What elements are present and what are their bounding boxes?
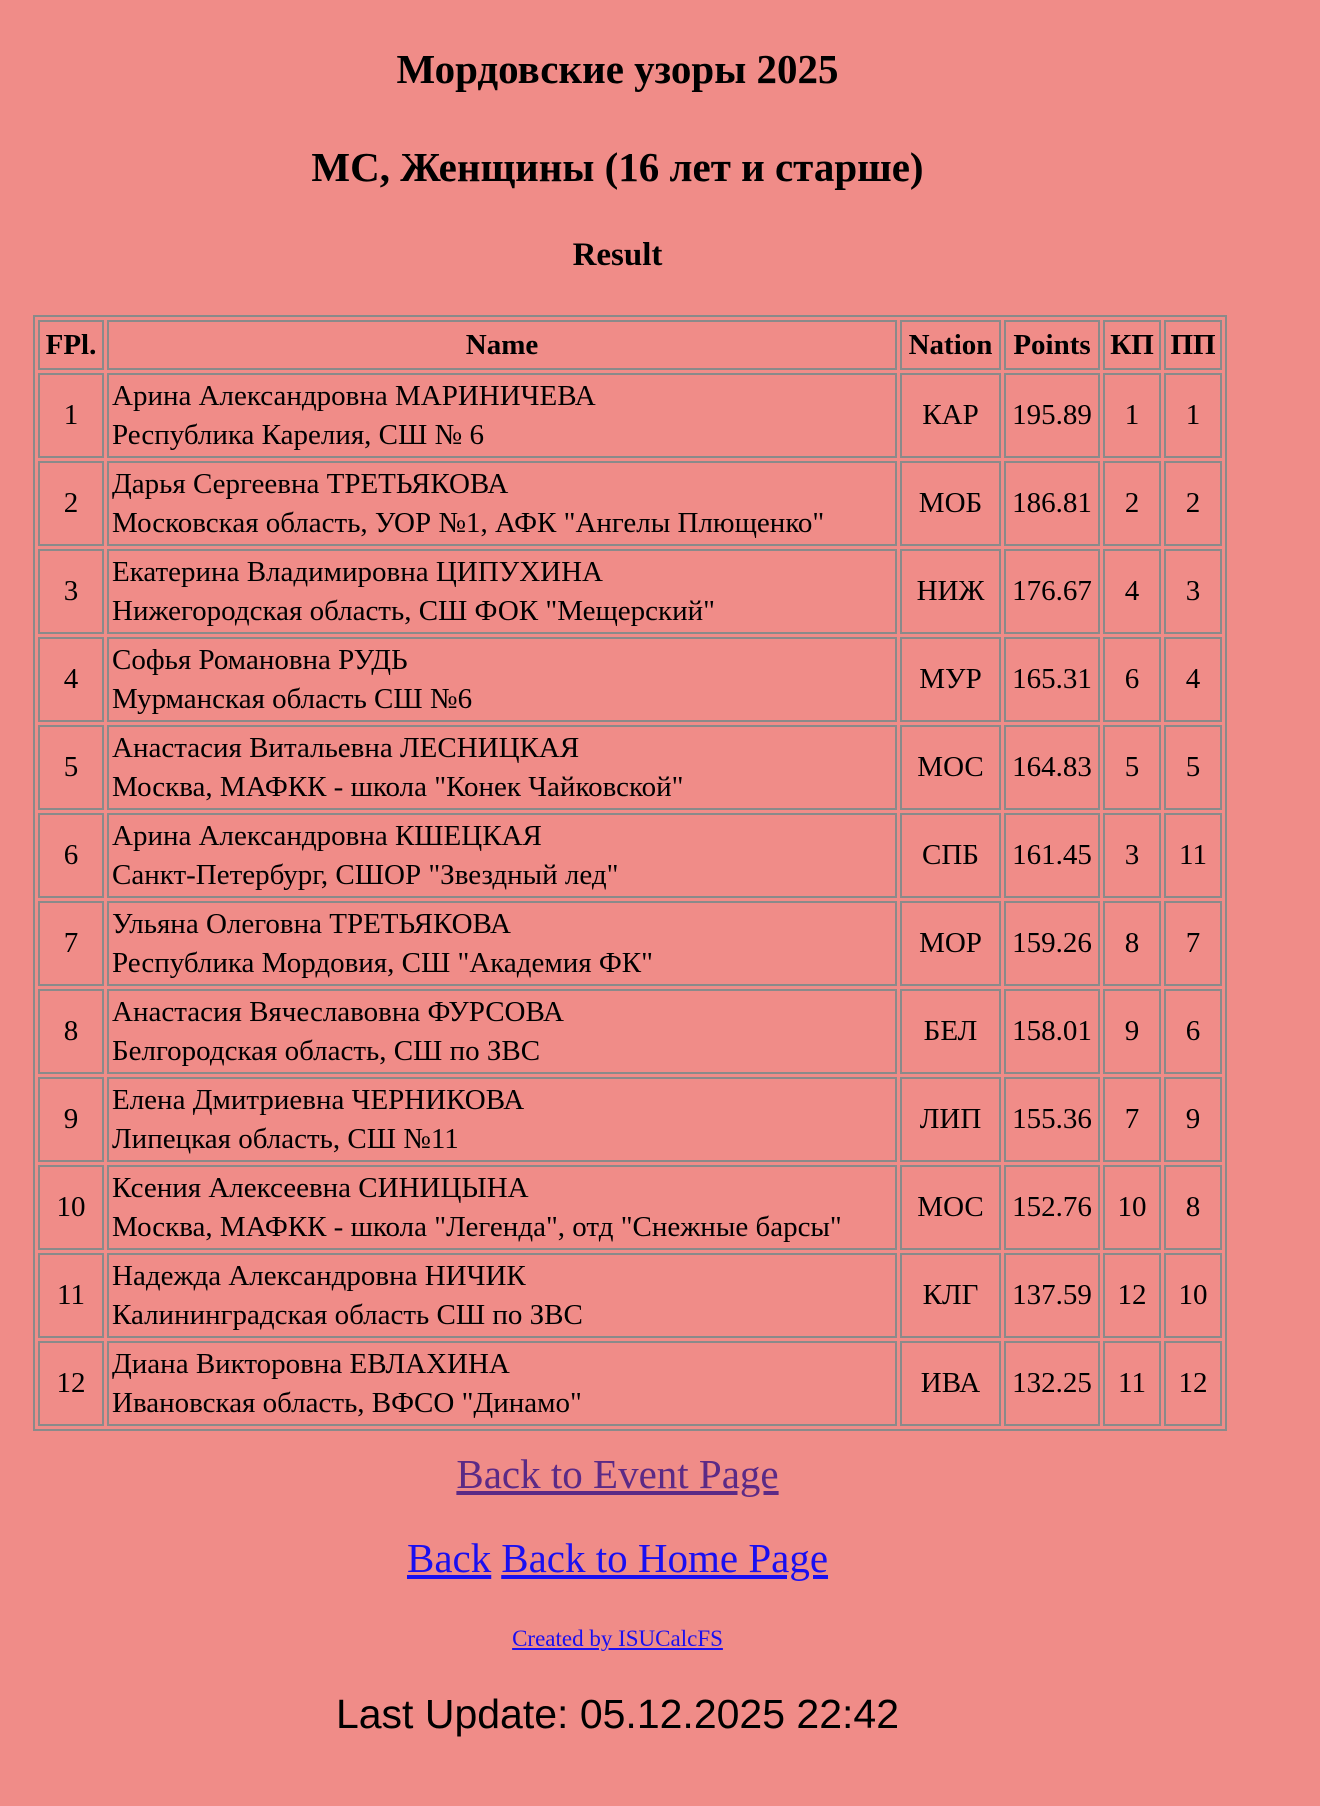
table-row [38,989,1222,1074]
category-title: МС, Женщины (16 лет и старше) [311,144,924,190]
short-program-place-cell: 1 [1103,373,1161,458]
skater-name: Анастасия Витальевна ЛЕСНИЦКАЯ [112,731,580,764]
skater-club: Липецкая область, СШ №11 [112,1122,459,1155]
credits-row [0,1624,1235,1654]
nation-cell: КЛГ [900,1253,1001,1338]
nation-cell: НИЖ [900,549,1001,634]
back-to-event-page-link[interactable]: Back to Event Page [456,1451,779,1497]
short-program-place-cell: 4 [1103,549,1161,634]
points-cell: 176.67 [1004,549,1100,634]
skater-cell [107,989,897,1074]
short-program-place-cell: 5 [1103,725,1161,810]
nation-cell: БЕЛ [900,989,1001,1074]
skater-club: Москва, МАФКК - школа "Конек Чайковской" [112,770,684,803]
free-program-place-cell: 8 [1164,1165,1222,1250]
skater-club: Калининградская область СШ по ЗВС [112,1298,583,1331]
skater-club: Республика Карелия, СШ № 6 [112,418,484,451]
short-program-place-cell: 10 [1103,1165,1161,1250]
nation-cell: МУР [900,637,1001,722]
place-cell: 5 [38,725,104,810]
table-row [38,813,1222,898]
points-cell: 186.81 [1004,461,1100,546]
nation-cell: ЛИП [900,1077,1001,1162]
skater-cell [107,901,897,986]
points-cell: 152.76 [1004,1165,1100,1250]
points-cell: 165.31 [1004,637,1100,722]
back-link[interactable]: Back [406,1535,492,1581]
skater-name: Елена Дмитриевна ЧЕРНИКОВА [112,1083,525,1116]
nation-cell: МОБ [900,461,1001,546]
skater-club: Мурманская область СШ №6 [112,682,473,715]
skater-name: Ульяна Олеговна ТРЕТЬЯКОВА [112,907,511,940]
place-cell: 12 [38,1341,104,1426]
skater-cell [107,813,897,898]
skater-club: Белгородская область, СШ по ЗВС [112,1034,541,1067]
points-cell: 158.01 [1004,989,1100,1074]
last-update: Last Update: 05.12.2025 22:42 [335,1691,900,1737]
nation-cell: МОС [900,725,1001,810]
skater-name: Софья Романовна РУДЬ [112,643,408,676]
points-cell: 161.45 [1004,813,1100,898]
points-cell: 164.83 [1004,725,1100,810]
free-program-place-cell: 12 [1164,1341,1222,1426]
place-cell: 9 [38,1077,104,1162]
column-header-fpl: FPl. [38,320,104,370]
short-program-place-cell: 12 [1103,1253,1161,1338]
skater-name: Ксения Алексеевна СИНИЦЫНА [112,1171,529,1204]
place-cell: 3 [38,549,104,634]
column-header-points: Points [1004,320,1100,370]
column-header-free-program: ПП [1164,320,1222,370]
points-cell: 195.89 [1004,373,1100,458]
skater-cell [107,1341,897,1426]
place-cell: 7 [38,901,104,986]
free-program-place-cell: 9 [1164,1077,1222,1162]
place-cell: 2 [38,461,104,546]
home-link-row [0,1533,1235,1583]
column-header-name: Name [107,320,897,370]
place-cell: 8 [38,989,104,1074]
skater-cell [107,1253,897,1338]
nation-cell: МОС [900,1165,1001,1250]
place-cell: 11 [38,1253,104,1338]
column-header-short-program: КП [1103,320,1161,370]
table-header-row [38,320,1222,370]
short-program-place-cell: 2 [1103,461,1161,546]
nation-cell: КАР [900,373,1001,458]
table-row [38,725,1222,810]
table-row [38,1253,1222,1338]
table-row [38,549,1222,634]
skater-club: Московская область, УОР №1, АФК "Ангелы Плющенко" [112,506,825,539]
nation-cell: СПБ [900,813,1001,898]
table-row [38,1341,1222,1426]
skater-name: Диана Викторовна ЕВЛАХИНА [112,1347,510,1380]
skater-cell [107,1165,897,1250]
skater-cell [107,725,897,810]
skater-name: Арина Александровна КШЕЦКАЯ [112,819,542,852]
place-cell: 10 [38,1165,104,1250]
skater-cell [107,373,897,458]
free-program-place-cell: 3 [1164,549,1222,634]
table-row [38,637,1222,722]
place-cell: 1 [38,373,104,458]
table-row [38,1165,1222,1250]
skater-name: Дарья Сергеевна ТРЕТЬЯКОВА [112,467,509,500]
skater-cell [107,461,897,546]
points-cell: 137.59 [1004,1253,1100,1338]
skater-name: Арина Александровна МАРИНИЧЕВА [112,379,596,412]
free-program-place-cell: 10 [1164,1253,1222,1338]
segment-title: Result [572,237,663,273]
free-program-place-cell: 4 [1164,637,1222,722]
skater-club: Москва, МАФКК - школа "Легенда", отд "Снежные барсы" [112,1210,842,1243]
short-program-place-cell: 11 [1103,1341,1161,1426]
skater-name: Екатерина Владимировна ЦИПУХИНА [112,555,603,588]
short-program-place-cell: 6 [1103,637,1161,722]
free-program-place-cell: 6 [1164,989,1222,1074]
skater-club: Республика Мордовия, СШ "Академия ФК" [112,946,653,979]
place-cell: 4 [38,637,104,722]
short-program-place-cell: 8 [1103,901,1161,986]
table-row [38,901,1222,986]
skater-club: Ивановская область, ВФСО "Динамо" [112,1386,582,1419]
place-cell: 6 [38,813,104,898]
results-table [33,315,1227,1431]
table-row [38,373,1222,458]
short-program-place-cell: 7 [1103,1077,1161,1162]
created-by-link[interactable]: Created by ISUCalcFS [512,1626,723,1651]
event-link-row [0,1449,1235,1499]
free-program-place-cell: 1 [1164,373,1222,458]
nation-cell: МОР [900,901,1001,986]
short-program-place-cell: 3 [1103,813,1161,898]
back-to-home-page-link[interactable]: Back to Home Page [501,1535,829,1581]
free-program-place-cell: 11 [1164,813,1222,898]
points-cell: 159.26 [1004,901,1100,986]
points-cell: 155.36 [1004,1077,1100,1162]
table-row [38,1077,1222,1162]
skater-club: Нижегородская область, СШ ФОК "Мещерский" [112,594,716,627]
nation-cell: ИВА [900,1341,1001,1426]
event-title: Мордовские узоры 2025 [396,46,839,92]
skater-cell [107,549,897,634]
table-row [38,461,1222,546]
short-program-place-cell: 9 [1103,989,1161,1074]
free-program-place-cell: 5 [1164,725,1222,810]
skater-name: Анастасия Вячеславовна ФУРСОВА [112,995,564,1028]
skater-cell [107,1077,897,1162]
points-cell: 132.25 [1004,1341,1100,1426]
skater-name: Надежда Александровна НИЧИК [112,1259,526,1292]
free-program-place-cell: 2 [1164,461,1222,546]
free-program-place-cell: 7 [1164,901,1222,986]
column-header-nation: Nation [900,320,1001,370]
skater-cell [107,637,897,722]
skater-club: Санкт-Петербург, СШОР "Звездный лед" [112,858,619,891]
